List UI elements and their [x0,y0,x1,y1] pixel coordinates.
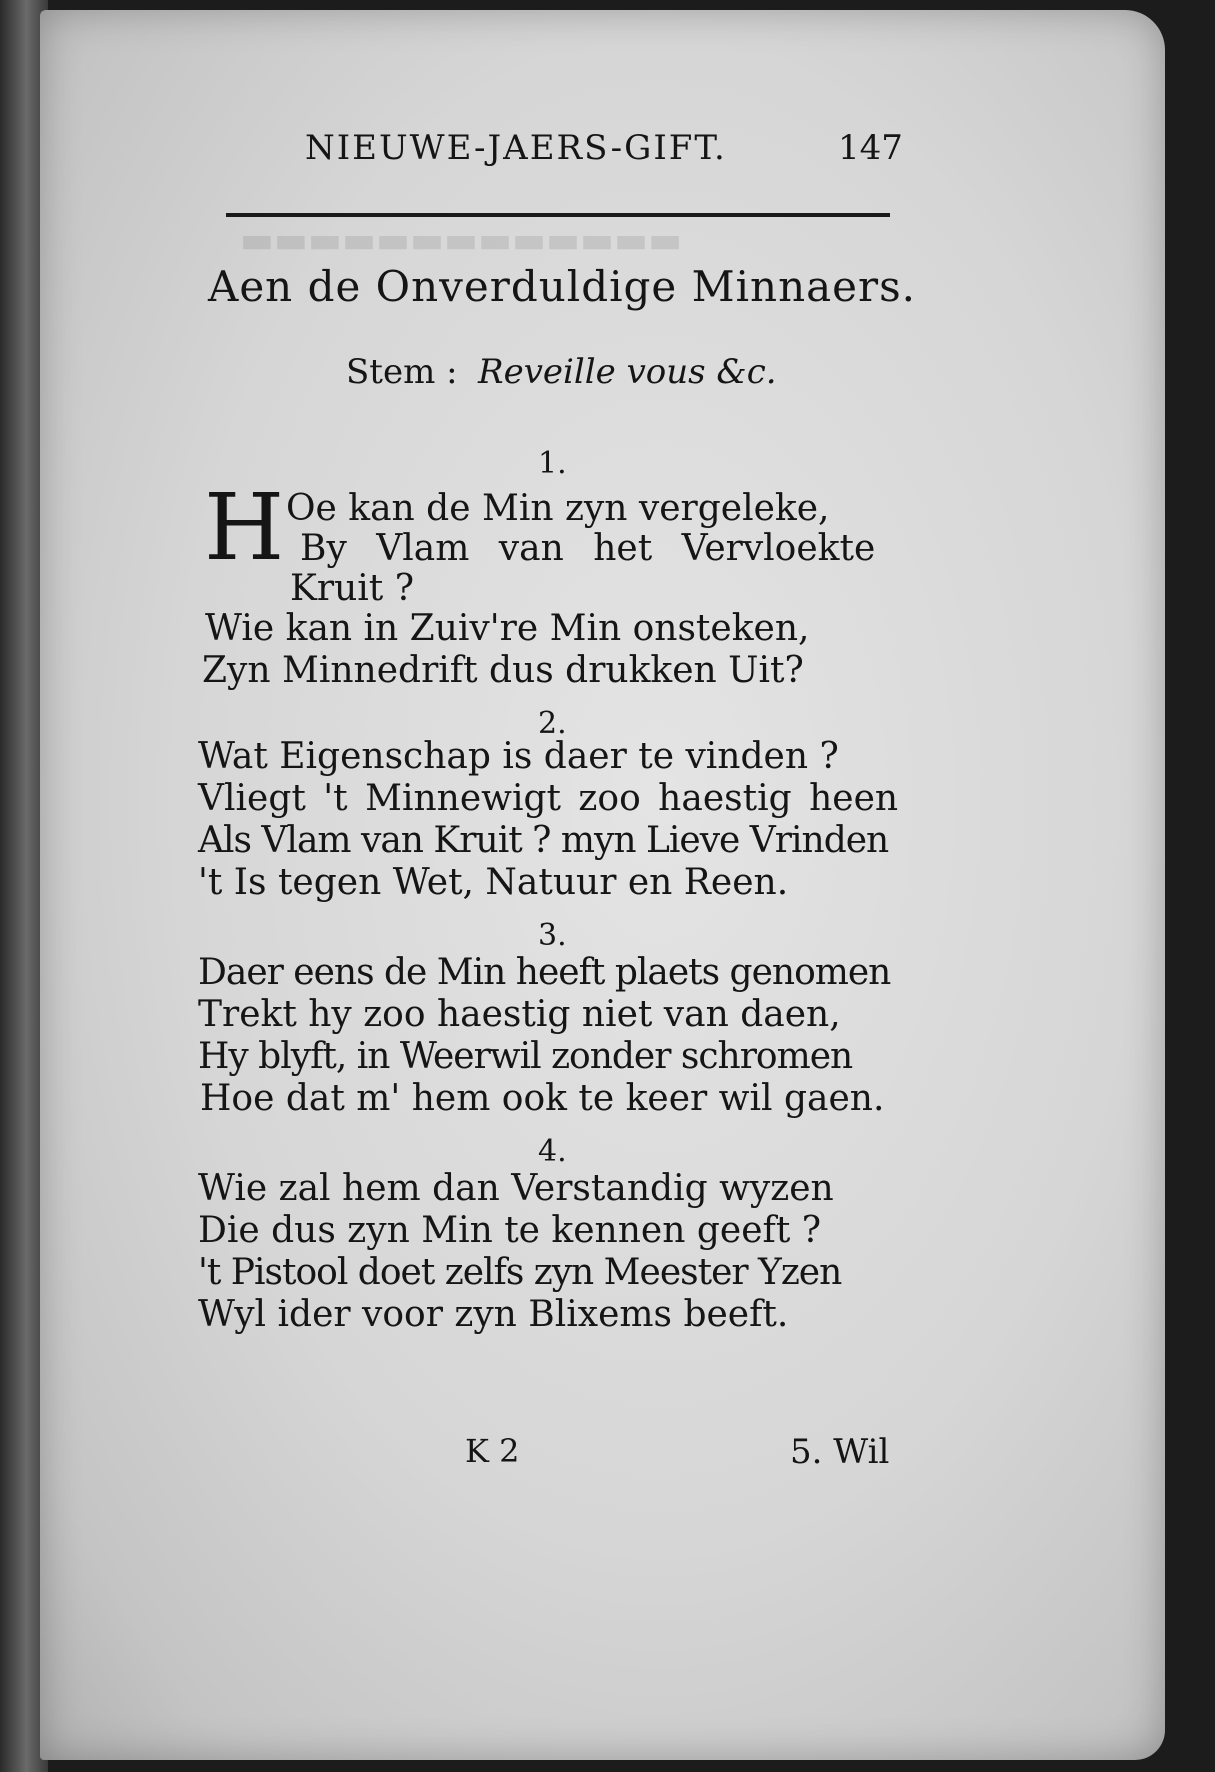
catchword: 5. Wil [790,1432,890,1472]
stanza-number: 4. [538,1134,567,1169]
verse-line: Wat Eigenschap is daer te vinden ? [198,736,839,777]
verse-line: Kruit ? [290,568,415,609]
verse-line: 't Is tegen Wet, Natuur en Reen. [198,862,789,903]
verse-line: Zyn Minnedrift dus drukken Uit? [202,650,804,691]
tune-label: Stem : [346,352,458,392]
verse-line: By Vlam van het Vervloekte [300,528,876,569]
stanza-number: 2. [538,706,567,741]
verse-line: Trekt hy zoo haestig niet van daen, [198,994,841,1035]
verse-line: Daer eens de Min heeft plaets genomen [198,952,891,993]
header-rule [226,213,890,217]
signature-mark: K 2 [465,1432,520,1470]
tune-name: Reveille vous &c. [478,352,777,392]
poem-title: Aen de Onverduldige Minnaers. [208,262,917,311]
verse-line: 't Pistool doet zelfs zyn Meester Yzen [198,1252,842,1293]
stanza-number: 1. [538,446,567,481]
running-header: NIEUWE-JAERS-GIFT. [305,128,727,168]
verse-line: Vliegt 't Minnewigt zoo haestig heen [198,778,899,819]
verse-line: Wie zal hem dan Verstandig wyzen [198,1168,834,1209]
verse-line: Hoe dat m' hem ook te keer wil gaen. [200,1078,885,1119]
verse-line: Die dus zyn Min te kennen geeft ? [198,1210,822,1251]
verse-line: Hy blyft, in Weerwil zonder schromen [198,1036,853,1077]
verse-line: Oe kan de Min zyn vergeleke, [286,488,830,529]
drop-cap: H [204,474,285,581]
stanza-number: 3. [538,918,567,953]
verse-line: Wie kan in Zuiv're Min onsteken, [205,608,810,649]
verse-line: Als Vlam van Kruit ? myn Lieve Vrinden [198,820,889,861]
page-number: 147 [838,128,903,168]
show-through-bleed: ▬▬▬▬▬▬▬▬▬▬▬▬▬ [240,220,683,261]
verse-line: Wyl ider voor zyn Blixems beeft. [198,1294,789,1335]
